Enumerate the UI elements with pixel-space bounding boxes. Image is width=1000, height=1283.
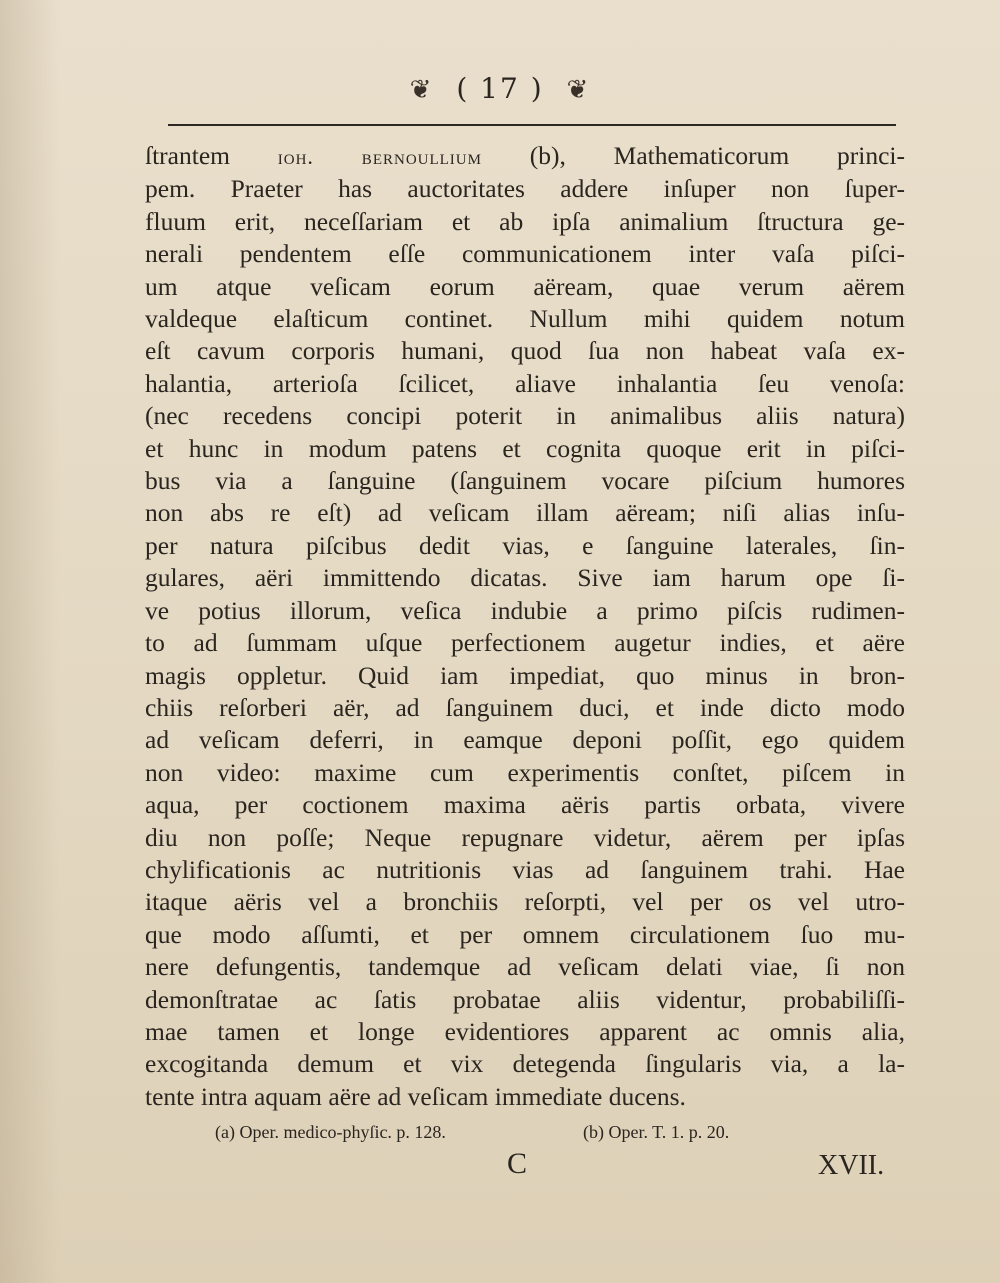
text-line: eſt cavum corporis humani, quod ſua non habeat vaſa ex- bbox=[145, 336, 905, 366]
ornament-left-icon: ❦ bbox=[409, 75, 434, 105]
text-line: demonſtratae ac ſatis probatae aliis videntur, probabiliſſi- bbox=[145, 984, 905, 1014]
text-line: um atque veſicam eorum aëream, quae verum aërem bbox=[145, 271, 905, 301]
footnote-b: (b) Oper. T. 1. p. 20. bbox=[583, 1122, 730, 1142]
text-line-first bbox=[145, 140, 905, 173]
text-line: nerali pendentem eſſe communicationem inter vaſa piſci- bbox=[145, 239, 905, 269]
text-line: pem. Praeter has auctoritates addere inſuper non ſuper- bbox=[145, 174, 905, 204]
text-line: tente intra aquam aëre ad veſicam immediate ducens. bbox=[145, 1081, 686, 1111]
text-line: per natura piſcibus dedit vias, e ſanguine laterales, ſin- bbox=[145, 530, 905, 560]
text-line: halantia, arterioſa ſcilicet, aliave inhalantia ſeu venoſa: bbox=[145, 368, 905, 398]
text-line: to ad ſummam uſque perfectionem augetur indies, et aëre bbox=[145, 628, 905, 658]
author-name: ioh. bernoullium bbox=[277, 144, 482, 169]
text-line: nere defungentis, tandemque ad veſicam delati viae, ſi non bbox=[145, 952, 905, 982]
text-line: chiis reſorberi aër, ad ſanguinem duci, et inde dicto modo bbox=[145, 692, 905, 722]
page-number: ( 17 ) bbox=[456, 72, 544, 105]
text-line: aqua, per coctionem maxima aëris partis orbata, vivere bbox=[145, 790, 905, 820]
first-line-suffix: (b), Mathematicorum princi- bbox=[481, 141, 906, 170]
text-line: non abs re eſt) ad veſicam illam aëream; niſi alias inſu- bbox=[145, 498, 905, 528]
footnote-a: (a) Oper. medico-phyſic. p. 128. bbox=[215, 1122, 446, 1142]
text-lines bbox=[145, 173, 905, 1113]
first-line-prefix: ſtrantem bbox=[145, 141, 278, 170]
text-line: et hunc in modum patens et cognita quoque erit in piſci- bbox=[145, 433, 905, 463]
text-line: (nec recedens concipi poterit in animalibus aliis natura) bbox=[145, 401, 905, 431]
text-line: non video: maxime cum experimentis conſtet, piſcem in bbox=[145, 757, 905, 787]
ornament-right-icon: ❦ bbox=[566, 75, 591, 105]
text-line: ad veſicam deferri, in eamque deponi poſſit, ego quidem bbox=[145, 725, 905, 755]
text-line: excogitanda demum et vix detegenda ſingularis via, a la- bbox=[145, 1049, 905, 1079]
main-text bbox=[145, 140, 905, 1113]
page-header bbox=[0, 72, 1000, 105]
text-line: magis oppletur. Quid iam impediat, quo minus in bron- bbox=[145, 660, 905, 690]
text-line: mae tamen et longe evidentiores apparent ac omnis alia, bbox=[145, 1016, 905, 1046]
text-line: ve potius illorum, veſica indubie a primo piſcis rudimen- bbox=[145, 595, 905, 625]
text-line: gulares, aëri immittendo dicatas. Sive iam harum ope ſi- bbox=[145, 563, 905, 593]
page-edge-shadow bbox=[0, 0, 60, 1283]
text-line: valdeque elaſticum continet. Nullum mihi quidem notum bbox=[145, 304, 905, 334]
text-line: que modo aſſumti, et per omnem circulationem ſuo mu- bbox=[145, 919, 905, 949]
text-line: diu non poſſe; Neque repugnare videtur, aërem per ipſas bbox=[145, 822, 905, 852]
text-line: fluum erit, neceſſariam et ab ipſa animalium ſtructura ge- bbox=[145, 206, 905, 236]
catchword: XVII. bbox=[818, 1150, 885, 1181]
text-line: itaque aëris vel a bronchiis reſorpti, vel per os vel utro- bbox=[145, 887, 905, 917]
signature-mark: C bbox=[507, 1147, 528, 1180]
text-line: chylificationis ac nutritionis vias ad ſanguinem trahi. Hae bbox=[145, 854, 905, 884]
header-rule bbox=[168, 124, 896, 126]
text-line: bus via a ſanguine (ſanguinem vocare piſcium humores bbox=[145, 466, 905, 496]
